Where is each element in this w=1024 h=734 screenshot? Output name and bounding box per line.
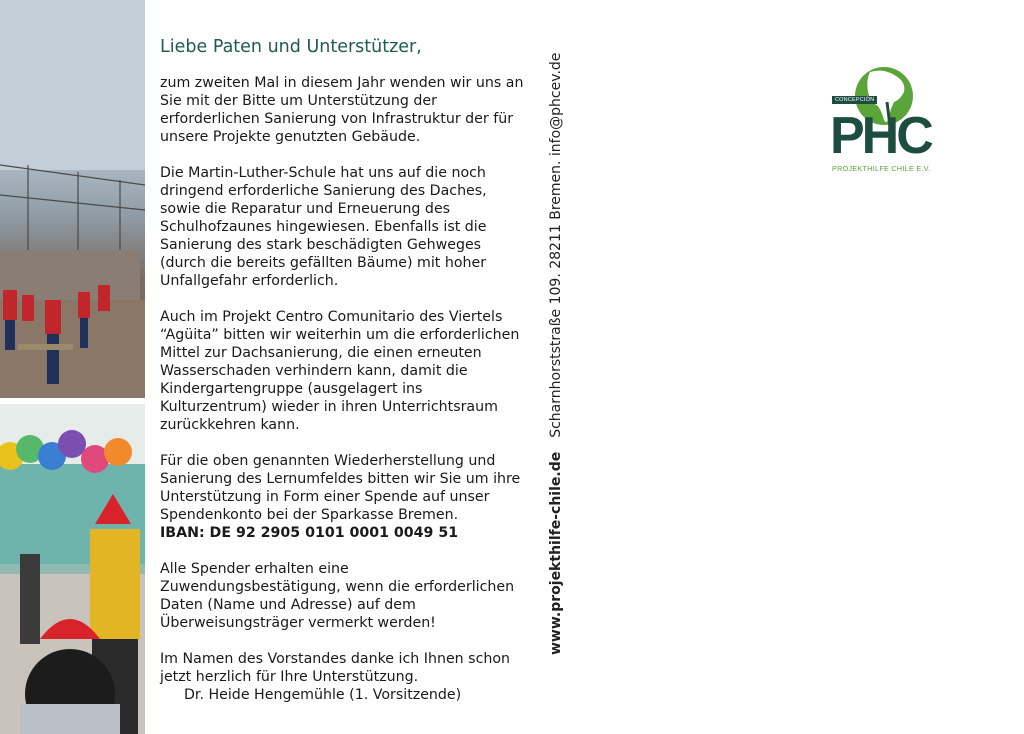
iban-text: IBAN: DE 92 2905 0101 0001 0049 51 bbox=[160, 525, 459, 541]
paragraph-school: Die Martin-Luther-Schule hat uns auf die noch dringend erforderliche Sanierung des Daches, sowie die Reparatur und Erneuerung des Schulhofzaunes hingewiesen. Ebenfalls ist die Sanierung des stark beschädigten Gehweges (durch die bereits gefällten Bäume) mit hoher Unfallgefahr erforderlich. bbox=[160, 165, 487, 289]
schoolyard-photo bbox=[0, 0, 145, 398]
donation-request-text: Für die oben genannten Wiederherstellung und Sanierung des Lernumfeldes bitten wir Sie um ihre Unterstützung in Form einer Spende auf unser Spendenkonto bei der Sparkasse Bremen. bbox=[160, 453, 521, 523]
paragraph-intro: zum zweiten Mal in diesem Jahr wenden wir uns an Sie mit der Bitte um Unterstützung der erforderlichen Sanierung von Infrastruktur der für unsere Projekte genutzten Gebäude. bbox=[160, 75, 524, 145]
signature: Dr. Heide Hengemühle (1. Vorsitzende) bbox=[184, 687, 462, 703]
closing-text: Im Namen des Vorstandes danke ich Ihnen schon jetzt herzlich für Ihre Unterstützung. bbox=[160, 651, 511, 685]
paragraph-donation bbox=[160, 452, 530, 542]
closing-block bbox=[160, 650, 530, 704]
greeting-heading: Liebe Paten und Unterstützer, bbox=[160, 37, 422, 57]
contact-vertical bbox=[548, 53, 564, 655]
phc-logo bbox=[830, 66, 942, 176]
website-link[interactable]: www.projekthilfe-chile.de bbox=[548, 451, 564, 655]
paragraph-community-center: Auch im Projekt Centro Comunitario des Viertels “Agüita” bitten wir weiterhin um die erforderlichen Mittel zur Dachsanierung, die einen erneuten Wasserschaden verhindern kann, damit die Kindergartengruppe (ausgelagert ins Kulturzentrum) wieder in ihren Unterrichtsraum zurückkehren kann. bbox=[160, 309, 520, 433]
paragraph-receipt: Alle Spender erhalten eine Zuwendungsbestätigung, wenn die erforderlichen Daten (Name und Adresse) auf dem Überweisungsträger vermerkt werden! bbox=[160, 561, 515, 631]
logo-subtitle: PROJEKTHILFE CHILE E.V. bbox=[832, 164, 931, 173]
christmas-party-photo bbox=[0, 404, 145, 734]
logo-badge: CONCEPCIÓN bbox=[832, 96, 877, 104]
letter-body bbox=[160, 36, 530, 704]
logo-letters: PHC bbox=[830, 107, 931, 165]
address-text: Scharnhorststraße 109. 28211 Bremen. info@phcev.de bbox=[548, 52, 564, 438]
